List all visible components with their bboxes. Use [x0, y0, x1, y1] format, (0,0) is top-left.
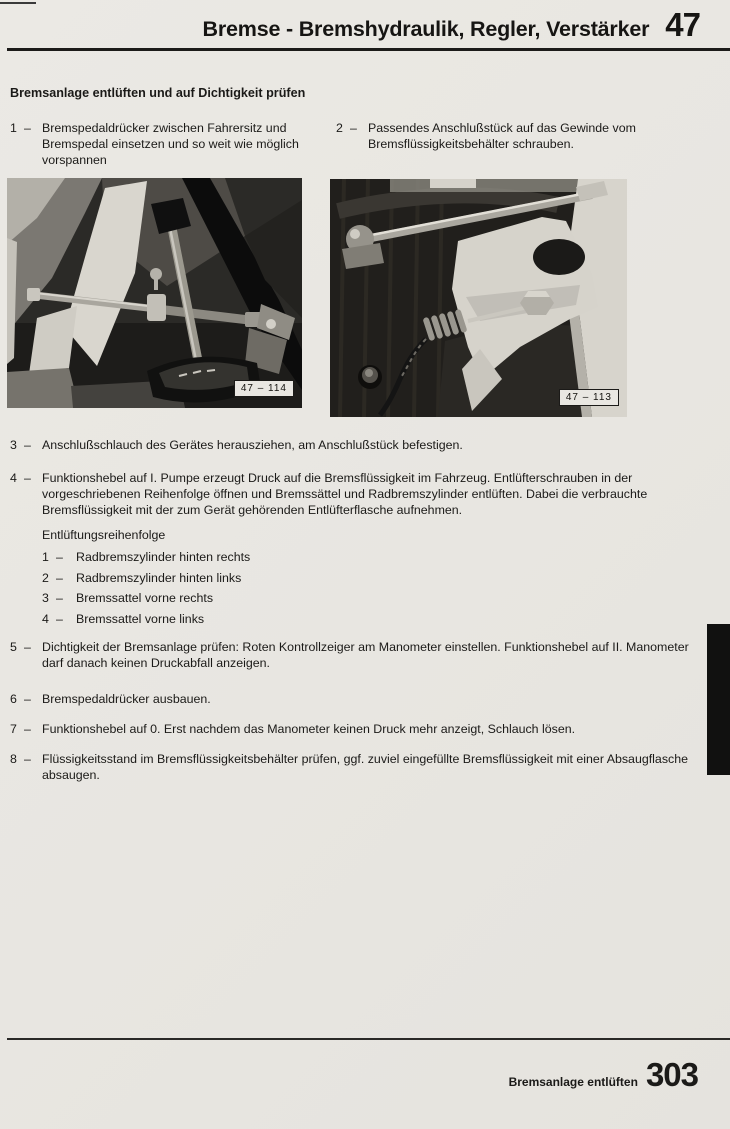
figure-label: 47 – 114	[234, 380, 294, 397]
step-dash: –	[350, 121, 357, 135]
chapter-number: 47	[665, 6, 700, 43]
reservoir-connector-illustration	[330, 179, 627, 417]
figure-label: 47 – 113	[559, 389, 619, 406]
footer-rule	[7, 1038, 730, 1040]
step-6	[10, 691, 694, 707]
step-text: Funktionshebel auf 0. Erst nachdem das Manometer keinen Druck mehr anzeigt, Schlauch lösen.	[42, 722, 576, 736]
item-number: 3	[42, 591, 49, 605]
step-dash: –	[24, 692, 31, 706]
section-heading: Bremsanlage entlüften und auf Dichtigkeit prüfen	[10, 86, 306, 100]
step-8	[10, 751, 694, 783]
step-2	[336, 120, 650, 152]
chapter-thumb-tab	[707, 624, 730, 775]
step-4	[10, 470, 694, 518]
item-number: 4	[42, 611, 49, 626]
step-number: 1	[10, 121, 17, 135]
step-number: 6	[10, 692, 17, 706]
step-dash: –	[24, 438, 31, 452]
step-number: 3	[10, 438, 17, 452]
step-number: 7	[10, 722, 17, 736]
step-dash: –	[24, 752, 31, 766]
item-dash: –	[56, 611, 63, 626]
page-edge-mark	[0, 2, 36, 4]
figure-reservoir-connector-photo	[330, 179, 627, 417]
step-text: Bremspedaldrücker zwischen Fahrersitz und Bremspedal einsetzen und so weit wie möglich vorspannen	[42, 121, 299, 167]
step-dash: –	[24, 471, 31, 485]
step-dash: –	[24, 121, 31, 135]
item-dash: –	[56, 570, 63, 585]
footer-section-label: Bremsanlage entlüften	[508, 1075, 638, 1089]
pedal-depressor-illustration	[7, 178, 302, 408]
bleed-sequence-item-4	[42, 611, 250, 627]
step-dash: –	[24, 640, 31, 654]
item-text: Bremssattel vorne rechts	[76, 591, 214, 605]
step-number: 5	[10, 640, 17, 654]
bleed-sequence-item-2	[42, 570, 250, 586]
step-dash: –	[24, 722, 31, 736]
step-text: Passendes Anschlußstück auf das Gewinde vom Bremsflüssigkeitsbehälter schrauben.	[368, 121, 636, 151]
item-text: Radbremszylinder hinten rechts	[76, 550, 251, 564]
step-7	[10, 721, 694, 737]
item-dash: –	[56, 591, 63, 605]
page-header	[0, 6, 700, 44]
item-text: Bremssattel vorne links	[76, 611, 205, 626]
step-5	[10, 639, 694, 671]
step-3	[10, 437, 694, 453]
item-number: 1	[42, 550, 49, 564]
step-text: Bremspedaldrücker ausbauen.	[42, 692, 211, 706]
page-footer	[509, 1056, 698, 1094]
step-text: Flüssigkeitsstand im Bremsflüssigkeitsbehälter prüfen, ggf. zuviel eingefüllte Bremsflüssigkeit mit einer Absaugflasche absaugen.	[42, 752, 688, 782]
figure-pedal-depressor-photo	[7, 178, 302, 408]
bleed-sequence-item-1	[42, 549, 250, 565]
bleed-sequence-list	[42, 527, 250, 631]
bleed-sequence-heading: Entlüftungsreihenfolge	[42, 528, 166, 542]
step-number: 4	[10, 471, 17, 485]
step-text: Dichtigkeit der Bremsanlage prüfen: Roten Kontrollzeiger am Manometer einstellen. Funktionshebel auf II. Manometer darf danach keinen Druckabfall anzeigen.	[42, 640, 689, 670]
page-title: Bremse - Bremshydraulik, Regler, Verstärker	[202, 17, 650, 41]
step-number: 8	[10, 752, 17, 766]
item-dash: –	[56, 550, 63, 564]
step-text: Funktionshebel auf I. Pumpe erzeugt Druck auf die Bremsflüssigkeit im Fahrzeug. Entlüfterschrauben in der vorgeschriebenen Reihenfolge öffnen und Bremssättel und Radbremszylinder entlüften. Dabei die verbrauchte Bremsflüssigkeit mit der zum Gerät gehörenden Entlüfterflasche aufnehmen.	[42, 471, 648, 517]
step-text: Anschlußschlauch des Gerätes herausziehen, am Anschlußstück befestigen.	[42, 438, 463, 452]
page-number: 303	[645, 1056, 698, 1093]
step-number: 2	[336, 121, 343, 135]
header-rule	[7, 48, 730, 51]
item-text: Radbremszylinder hinten links	[76, 570, 242, 585]
step-1	[10, 120, 320, 168]
item-number: 2	[42, 570, 49, 585]
bleed-sequence-item-3	[42, 590, 250, 606]
